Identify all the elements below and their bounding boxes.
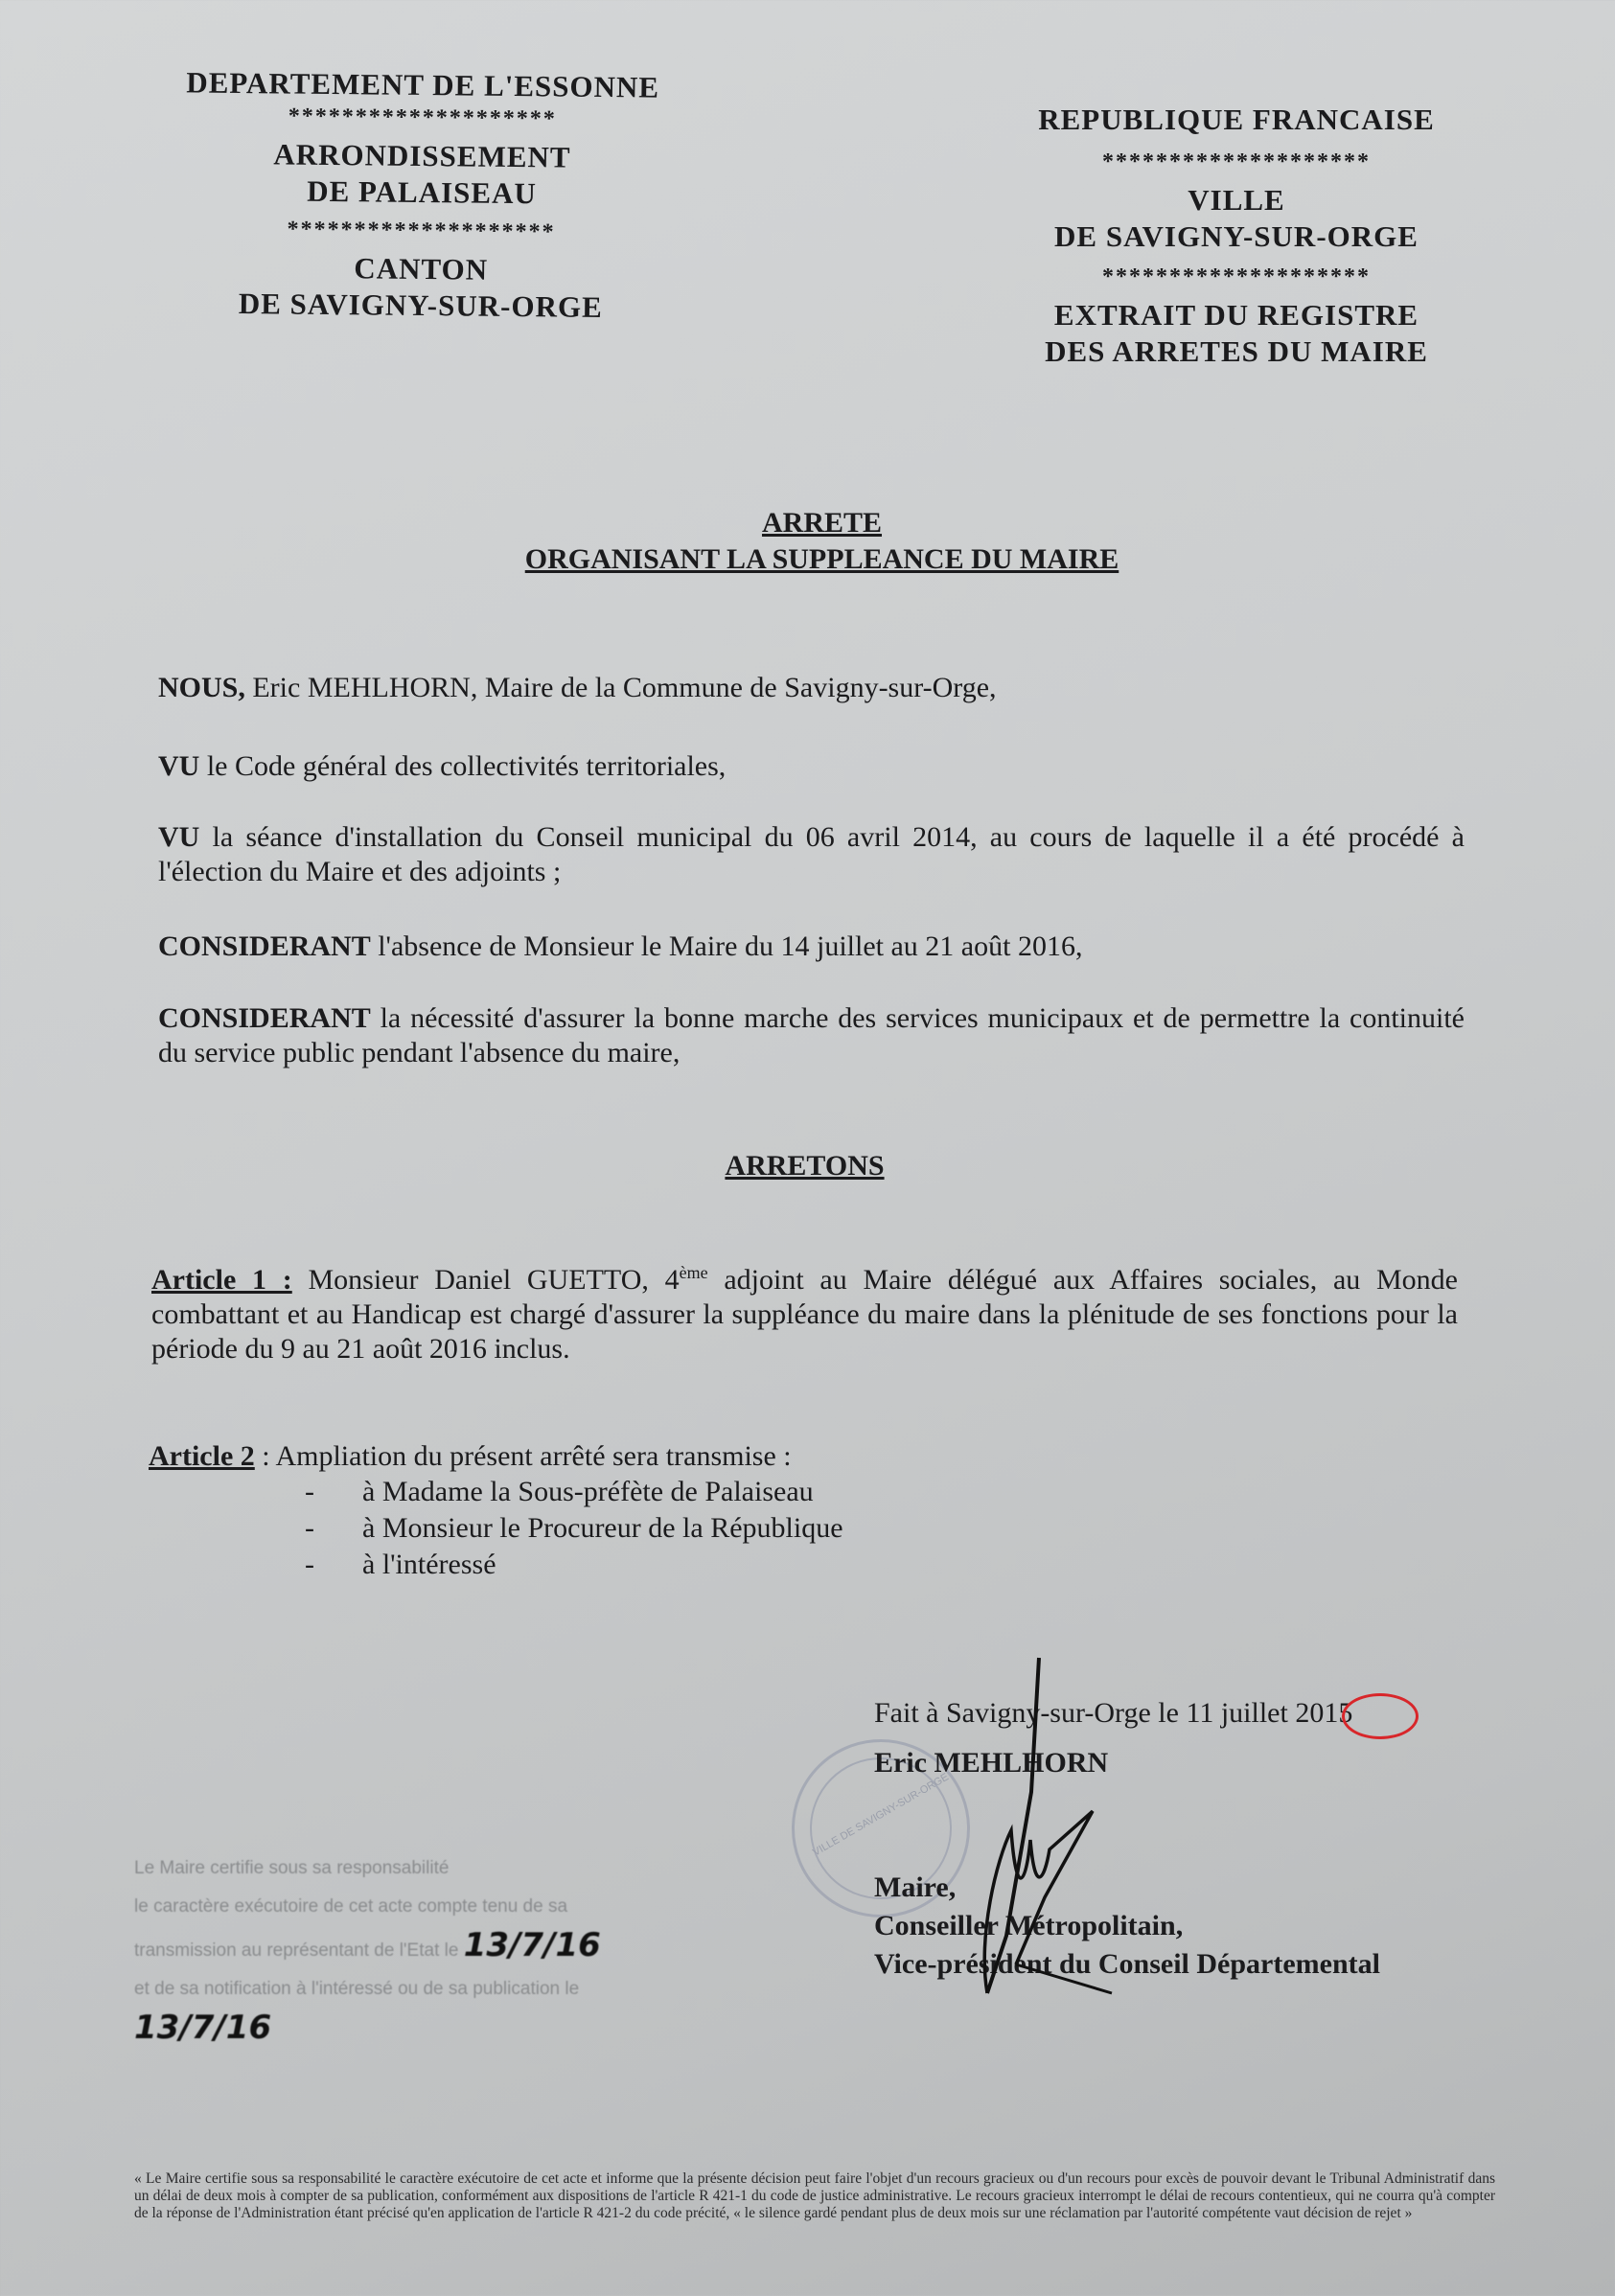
- separator: ********************: [287, 217, 556, 245]
- handwritten-date: 13/7/16: [463, 1926, 601, 1964]
- role: Vice-président du Conseil Départemental: [874, 1948, 1380, 1980]
- canton-name: DE SAVIGNY-SUR-ORGE: [238, 287, 603, 324]
- dash: -: [305, 1476, 314, 1507]
- extrait: EXTRAIT DU REGISTRE: [1053, 298, 1419, 332]
- role: Conseiller Métropolitain,: [874, 1910, 1184, 1941]
- header-right: [958, 102, 1514, 370]
- extrait-2: DES ARRETES DU MAIRE: [1045, 334, 1428, 368]
- separator: ********************: [288, 103, 557, 132]
- article-1: [151, 1255, 1458, 1366]
- stamp-line: Le Maire certifie sous sa responsabilité: [134, 1858, 450, 1878]
- list-item: [305, 1547, 843, 1583]
- document-title: ARRETE: [761, 507, 883, 539]
- year: 2015: [1295, 1697, 1353, 1729]
- superscript: ème: [679, 1263, 708, 1282]
- document-subtitle: ORGANISANT LA SUPPLEANCE DU MAIRE: [524, 543, 1119, 575]
- text: le Code général des collectivités territoriales,: [199, 750, 727, 782]
- text: la nécessité d'assurer la bonne marche des services municipaux et de permettre la continuité du service public pendant l'absence du maire,: [158, 1002, 1465, 1068]
- role: Maire,: [874, 1871, 957, 1903]
- considerant1-paragraph: [158, 930, 1465, 964]
- distribution-list: [305, 1474, 843, 1583]
- header-left: [143, 64, 702, 327]
- label: VU: [158, 821, 200, 853]
- red-annotation-circle: [1342, 1693, 1419, 1739]
- separator: ********************: [1102, 264, 1371, 289]
- executory-stamp: [134, 1849, 652, 2053]
- seal-text: VILLE DE SAVIGNY-SUR-ORGE: [811, 1771, 951, 1859]
- article-1-label: Article 1 :: [151, 1264, 292, 1296]
- stamp-line: [134, 1970, 652, 2053]
- nous-paragraph: [158, 671, 1465, 705]
- text: Monsieur Daniel GUETTO, 4: [291, 1264, 680, 1296]
- label: CONSIDERANT: [158, 1002, 371, 1034]
- article-2-label: Article 2: [149, 1440, 255, 1472]
- item-text: à Monsieur le Procureur de la République: [362, 1512, 843, 1544]
- separator: ********************: [1102, 149, 1371, 174]
- dash: -: [305, 1512, 314, 1544]
- label: VU: [158, 750, 200, 782]
- item-text: à Madame la Sous-préfète de Palaiseau: [362, 1476, 814, 1507]
- text: : Ampliation du présent arrêté sera transmise :: [254, 1440, 792, 1472]
- ville: VILLE: [1188, 183, 1285, 217]
- arrondissement-name: DE PALAISEAU: [307, 173, 538, 211]
- canton: CANTON: [354, 251, 489, 287]
- list-item: [305, 1474, 843, 1510]
- label: CONSIDERANT: [158, 930, 371, 962]
- place-text: Fait à Savigny-sur-Orge le 11 juillet: [874, 1697, 1296, 1729]
- arrondissement: ARRONDISSEMENT: [273, 137, 571, 174]
- signer-name: Eric MEHLHORN: [874, 1747, 1109, 1779]
- text: la séance d'installation du Conseil municipal du 06 avril 2014, au cours de laquelle il a été procédé à l'élection du Maire et des adjoints ;: [158, 821, 1465, 887]
- stamp-line: [134, 1926, 652, 1970]
- article-2: [149, 1439, 1455, 1474]
- list-item: [305, 1510, 843, 1547]
- text: l'absence de Monsieur le Maire du 14 juillet au 21 août 2016,: [370, 930, 1083, 962]
- text: Eric MEHLHORN, Maire de la Commune de Savigny-sur-Orge,: [244, 672, 997, 703]
- department: DEPARTEMENT DE L'ESSONNE: [186, 65, 660, 104]
- republique: REPUBLIQUE FRANCAISE: [1038, 103, 1435, 136]
- vu2-paragraph: [158, 820, 1465, 889]
- considerant2-paragraph: [158, 1001, 1465, 1070]
- item-text: à l'intéressé: [362, 1549, 496, 1580]
- text: adjoint au Maire délégué aux Affaires sociales, au Monde combattant et au Handicap est chargé d'assurer la suppléance du maire dans la plénitude de ses fonctions pour la période du 9 au 21 août 2016 inclus.: [151, 1264, 1458, 1365]
- ville-name: DE SAVIGNY-SUR-ORGE: [1054, 219, 1419, 253]
- label: NOUS,: [158, 672, 245, 703]
- stamp-text: transmission au représentant de l'Etat le: [134, 1940, 459, 1961]
- stamp-line: le caractère exécutoire de cet acte compte tenu de sa: [134, 1896, 568, 1917]
- dash: -: [305, 1549, 314, 1580]
- handwritten-date: 13/7/16: [134, 2009, 272, 2047]
- handwritten-signature: [920, 1648, 1150, 2003]
- stamp-text: et de sa notification à l'intéressé ou de sa publication le: [134, 1979, 580, 1999]
- arretons-heading: ARRETONS: [725, 1150, 885, 1182]
- vu1-paragraph: [158, 749, 1465, 784]
- legal-footer: « Le Maire certifie sous sa responsabilité le caractère exécutoire de cet acte et informe que la présente décision peut faire l'objet d'un recours gracieux ou d'un recours pour excès de pouvoir devant le Tribunal Administratif dans un délai de deux mois à compter de sa publication, conformément aux dispositions de l'article R 421-1 du code de justice administrative. Le recours gracieux interrompt le délai de recours contentieux, qui ne courra qu'à compter de la réponse de l'Administration étant précisé qu'en application de l'article R 421-2 du code précité, « le silence gardé pendant plus de deux mois sur une réclamation par l'autorité compétente vaut décision de rejet »: [134, 2170, 1495, 2221]
